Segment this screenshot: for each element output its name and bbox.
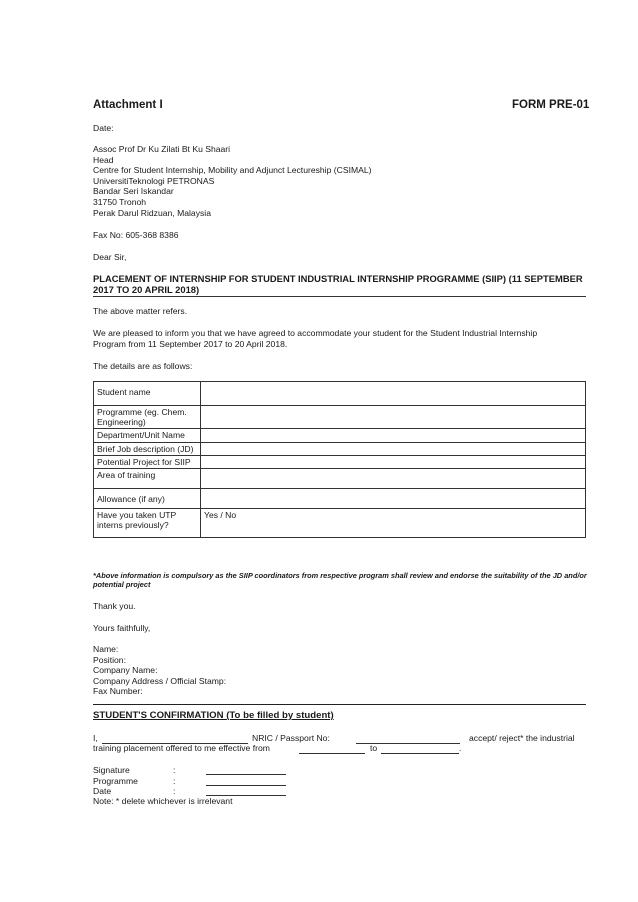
row-value[interactable] <box>201 406 586 429</box>
signatory-field: Position: <box>93 654 126 665</box>
row-value[interactable] <box>201 429 586 442</box>
recipient-line: Head <box>93 154 114 165</box>
recipient-line: Perak Darul Ridzuan, Malaysia <box>93 207 211 218</box>
programme-line[interactable] <box>206 785 286 786</box>
table-row <box>94 382 586 406</box>
student-fields <box>93 765 175 797</box>
attachment-label: Attachment I <box>93 99 163 111</box>
salutation: Dear Sir, <box>93 252 127 262</box>
subject-line: PLACEMENT OF INTERNSHIP FOR STUDENT INDUSTRIAL INTERNSHIP PROGRAMME (SIIP) (11 SEPTEMBER <box>93 273 583 284</box>
row-label: Have you taken UTP interns previously? <box>94 509 201 538</box>
closing-yours: Yours faithfully, <box>93 623 151 633</box>
row-value[interactable] <box>201 442 586 455</box>
form-code: FORM PRE-01 <box>512 99 590 111</box>
table-row <box>94 509 586 538</box>
row-value[interactable] <box>201 489 586 509</box>
table-row <box>94 455 586 468</box>
table-row <box>94 442 586 455</box>
row-label: Area of training <box>94 469 201 489</box>
table-row <box>94 489 586 509</box>
signatory-field: Company Name: <box>93 665 158 676</box>
end-date-line[interactable] <box>381 753 459 754</box>
field-colon: : <box>173 786 176 797</box>
subject-line: 2017 TO 20 APRIL 2018) <box>93 284 200 295</box>
row-value[interactable] <box>201 382 586 406</box>
recipient-line: UniversitiTeknologi PETRONAS <box>93 175 215 186</box>
confirm-accept-text: accept/ reject* the industrial <box>469 733 575 743</box>
signatory-fields <box>93 644 226 697</box>
signatory-field: Name: <box>93 644 119 654</box>
confirm-line2-text: training placement offered to me effective from <box>93 743 270 753</box>
table-row <box>94 406 586 429</box>
student-field <box>93 776 175 787</box>
paragraph-refers: The above matter refers. <box>93 306 188 316</box>
paragraph-line: Program from 11 September 2017 to 20 April 2018. <box>93 338 288 349</box>
row-label: Brief Job description (JD) <box>94 442 201 455</box>
details-table <box>93 381 586 538</box>
table-note-line: potential project <box>93 580 151 589</box>
confirm-to-label: to <box>370 743 378 753</box>
confirmation-title: STUDENT'S CONFIRMATION (To be filled by student) <box>93 710 334 721</box>
confirm-end-dot: . <box>459 743 462 753</box>
date-label: Date: <box>93 123 114 133</box>
paragraph-accommodate <box>93 328 593 349</box>
row-value[interactable] <box>201 469 586 489</box>
table-row <box>94 469 586 489</box>
table-note-line: *Above information is compulsory as the SIIP coordinators from respective program shall review and endorse the suitability of the JD and/or <box>93 571 587 580</box>
closing-thanks: Thank you. <box>93 601 136 611</box>
fax-number: Fax No: 605-368 8386 <box>93 230 179 240</box>
row-label: Allowance (if any) <box>94 489 201 509</box>
paragraph-details: The details are as follows: <box>93 361 193 371</box>
row-label: Department/Unit Name <box>94 429 201 442</box>
row-value[interactable]: Yes / No <box>201 509 586 538</box>
field-label: Date <box>93 786 112 797</box>
confirm-nric-label: NRIC / Passport No: <box>252 733 330 743</box>
row-label: Programme (eg. Chem. Engineering) <box>94 406 201 429</box>
recipient-address <box>93 144 371 218</box>
row-label: Student name <box>94 382 201 406</box>
student-field <box>93 765 175 776</box>
section-divider <box>93 704 586 705</box>
confirm-i-label: I, <box>93 733 98 743</box>
signatory-field: Fax Number: <box>93 686 143 697</box>
recipient-line: Assoc Prof Dr Ku Zilati Bt Ku Shaari <box>93 144 231 154</box>
table-note <box>93 571 593 589</box>
recipient-line: 31750 Tronoh <box>93 196 147 207</box>
start-date-line[interactable] <box>299 753 365 754</box>
field-colon: : <box>173 765 176 775</box>
table-row <box>94 429 586 442</box>
signatory-field: Company Address / Official Stamp: <box>93 675 227 686</box>
footer-note: Note: * delete whichever is irrelevant <box>93 796 233 806</box>
recipient-line: Bandar Seri Iskandar <box>93 186 174 197</box>
row-label: Potential Project for SIIP <box>94 455 201 468</box>
subject-divider <box>93 296 586 297</box>
field-label: Signature <box>93 765 130 775</box>
signature-line[interactable] <box>206 774 286 775</box>
field-colon: : <box>173 775 176 786</box>
subject <box>93 273 593 295</box>
field-label: Programme <box>93 775 138 786</box>
recipient-line: Centre for Student Internship, Mobility and Adjunct Lectureship (CSIMAL) <box>93 165 372 176</box>
row-value[interactable] <box>201 455 586 468</box>
paragraph-line: We are pleased to inform you that we have agreed to accommodate your student for the Student Industrial Internship <box>93 328 538 338</box>
